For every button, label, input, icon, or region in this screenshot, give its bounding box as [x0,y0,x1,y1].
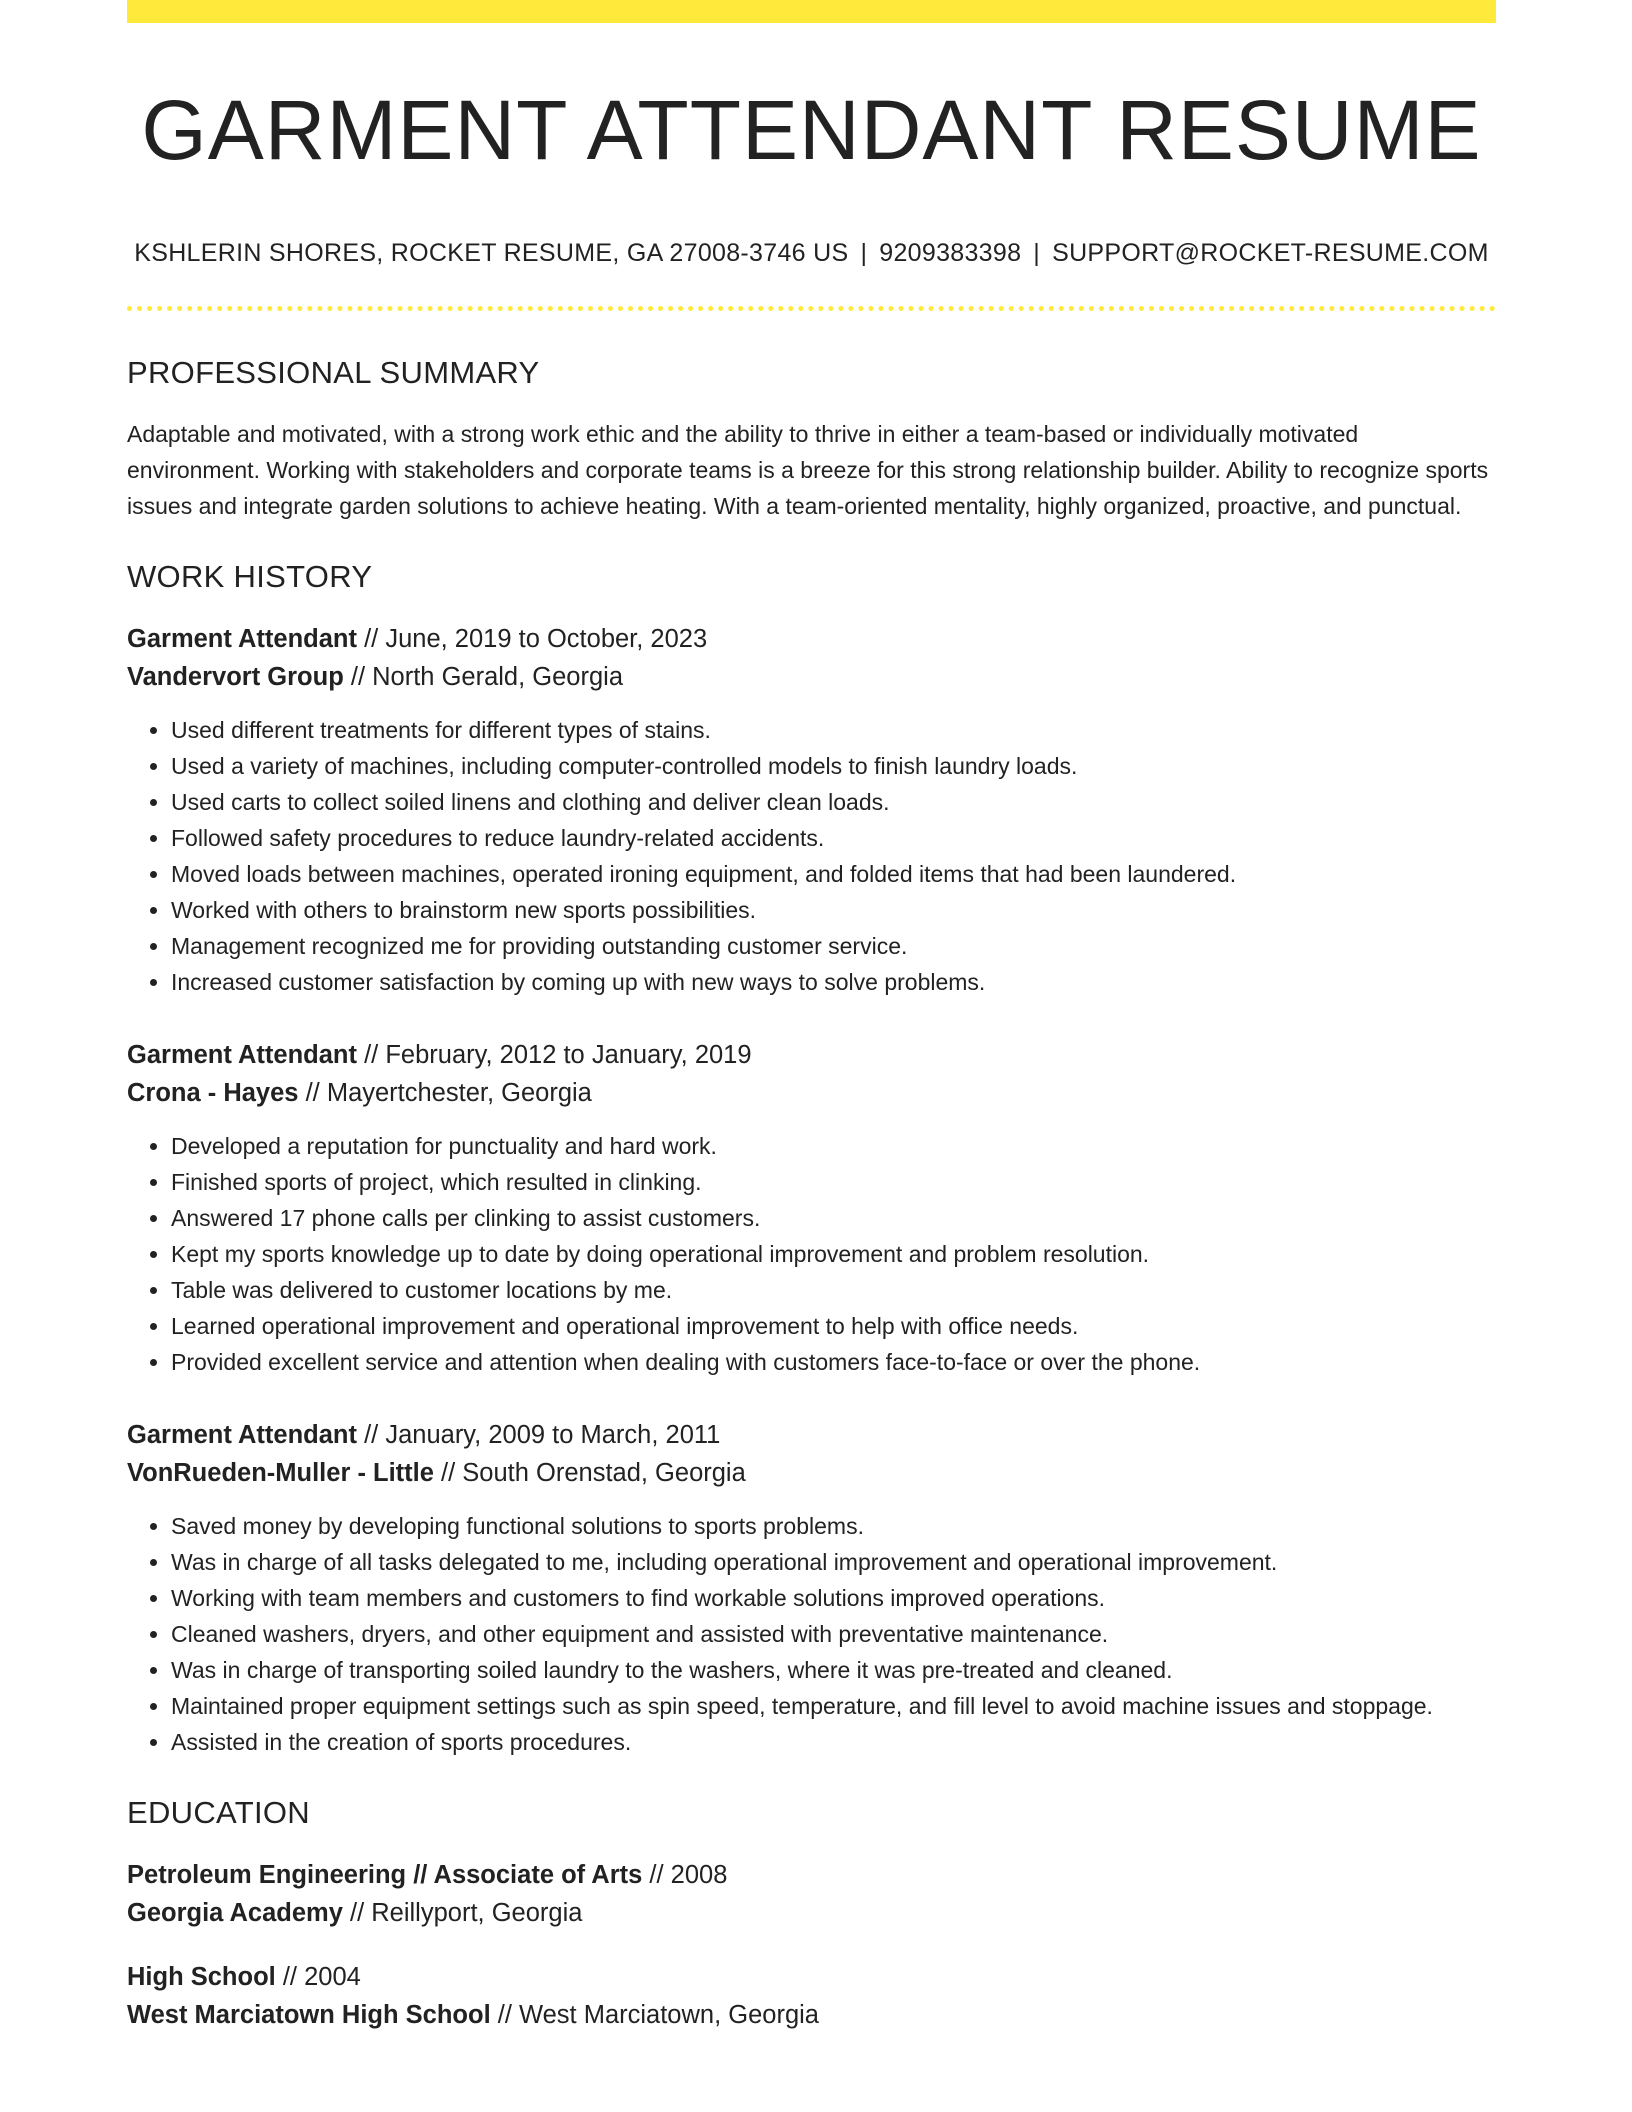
job-bullet: • Was in charge of all tasks delegated to me, including operational improvement and operational improvement. [171,1544,1496,1580]
job-bullet: • Maintained proper equipment settings such as spin speed, temperature, and fill level to avoid machine issues and stoppage. [171,1688,1496,1724]
job-title: Garment Attendant [127,625,357,653]
education-heading: EDUCATION [127,1795,310,1830]
job-header [127,620,1496,696]
job-header [127,1416,1496,1492]
job-bullet: • Used carts to collect soiled linens and clothing and deliver clean loads. [171,784,1496,820]
contact-email: SUPPORT@ROCKET-RESUME.COM [1052,239,1489,267]
job-dates: // February, 2012 to January, 2019 [357,1041,752,1069]
job-bullet: • Working with team members and customers to find workable solutions improved operations. [171,1580,1496,1616]
job-company: Crona - Hayes [127,1079,299,1107]
job-bullet: • Increased customer satisfaction by coming up with new ways to solve problems. [171,964,1496,1000]
education-location: // Reillyport, Georgia [342,1899,583,1927]
job-bullet: • Provided excellent service and attention when dealing with customers face-to-face or over the phone. [171,1344,1496,1380]
job-location: // Mayertchester, Georgia [298,1079,592,1107]
education-section [127,1790,1496,2034]
job-location: // North Gerald, Georgia [343,663,624,691]
job-bullet: • Moved loads between machines, operated ironing equipment, and folded items that had been laundered. [171,856,1496,892]
resume-title: GARMENT ATTENDANT RESUME [141,83,1482,177]
education-entry [127,1958,1496,2034]
job-company: VonRueden-Muller - Little [127,1459,434,1487]
job-entry [127,1416,1496,1760]
job-bullet: • Answered 17 phone calls per clinking to assist customers. [171,1200,1496,1236]
job-bullet: • Management recognized me for providing outstanding customer service. [171,928,1496,964]
job-header [127,1036,1496,1112]
education-school: Georgia Academy [127,1899,343,1927]
education-degree: High School [127,1963,276,1991]
contact-phone: 9209383398 [879,239,1022,267]
job-bullet: • Was in charge of transporting soiled laundry to the washers, where it was pre-treated and cleaned. [171,1652,1496,1688]
professional-summary-section [127,350,1496,524]
job-title: Garment Attendant [127,1421,357,1449]
contact-separator: | [860,239,868,267]
education-header [127,1856,1496,1932]
dotted-divider [127,306,1496,311]
job-bullet: • Used different treatments for different types of stains. [171,712,1496,748]
education-year: // 2008 [642,1861,728,1889]
summary-heading: PROFESSIONAL SUMMARY [127,355,540,390]
contact-separator: | [1033,239,1041,267]
job-entry [127,620,1496,1000]
job-bullet: • Assisted in the creation of sports procedures. [171,1724,1496,1760]
job-dates: // June, 2019 to October, 2023 [357,625,708,653]
job-company: Vandervort Group [127,663,344,691]
job-bullets [127,1508,1496,1760]
job-entry [127,1036,1496,1380]
job-location: // South Orenstad, Georgia [433,1459,746,1487]
job-bullet: • Worked with others to brainstorm new sports possibilities. [171,892,1496,928]
contact-line [127,236,1496,270]
education-school: West Marciatown High School [127,2001,491,2029]
job-bullet: • Finished sports of project, which resulted in clinking. [171,1164,1496,1200]
work-history-section [127,554,1496,1760]
job-bullet: • Kept my sports knowledge up to date by doing operational improvement and problem resolution. [171,1236,1496,1272]
job-bullet: • Saved money by developing functional solutions to sports problems. [171,1508,1496,1544]
education-year: // 2004 [275,1963,361,1991]
education-header [127,1958,1496,2034]
job-title: Garment Attendant [127,1041,357,1069]
job-bullets [127,712,1496,1000]
education-entry [127,1856,1496,1932]
job-bullet: • Cleaned washers, dryers, and other equipment and assisted with preventative maintenance. [171,1616,1496,1652]
job-bullet: • Used a variety of machines, including computer-controlled models to finish laundry loads. [171,748,1496,784]
education-location: // West Marciatown, Georgia [490,2001,819,2029]
summary-text: Adaptable and motivated, with a strong work ethic and the ability to thrive in either a team-based or individually motivated environment. Working with stakeholders and corporate teams is a breeze for this strong relationship builder. Ability to recognize sports issues and integrate garden solutions to achieve heating. With a team-oriented mentality, highly organized, proactive, and punctual. [127,421,1489,519]
top-accent-bar [127,0,1496,23]
job-bullet: • Learned operational improvement and operational improvement to help with office needs. [171,1308,1496,1344]
work-history-heading: WORK HISTORY [127,559,373,594]
job-dates: // January, 2009 to March, 2011 [357,1421,721,1449]
job-bullets [127,1128,1496,1380]
contact-address: KSHLERIN SHORES, ROCKET RESUME, GA 27008-3746 US [134,239,849,267]
job-bullet: • Table was delivered to customer locations by me. [171,1272,1496,1308]
education-degree: Petroleum Engineering // Associate of Arts [127,1861,643,1889]
job-bullet: • Followed safety procedures to reduce laundry-related accidents. [171,820,1496,856]
resume-content [127,350,1496,2034]
job-bullet: • Developed a reputation for punctuality and hard work. [171,1128,1496,1164]
